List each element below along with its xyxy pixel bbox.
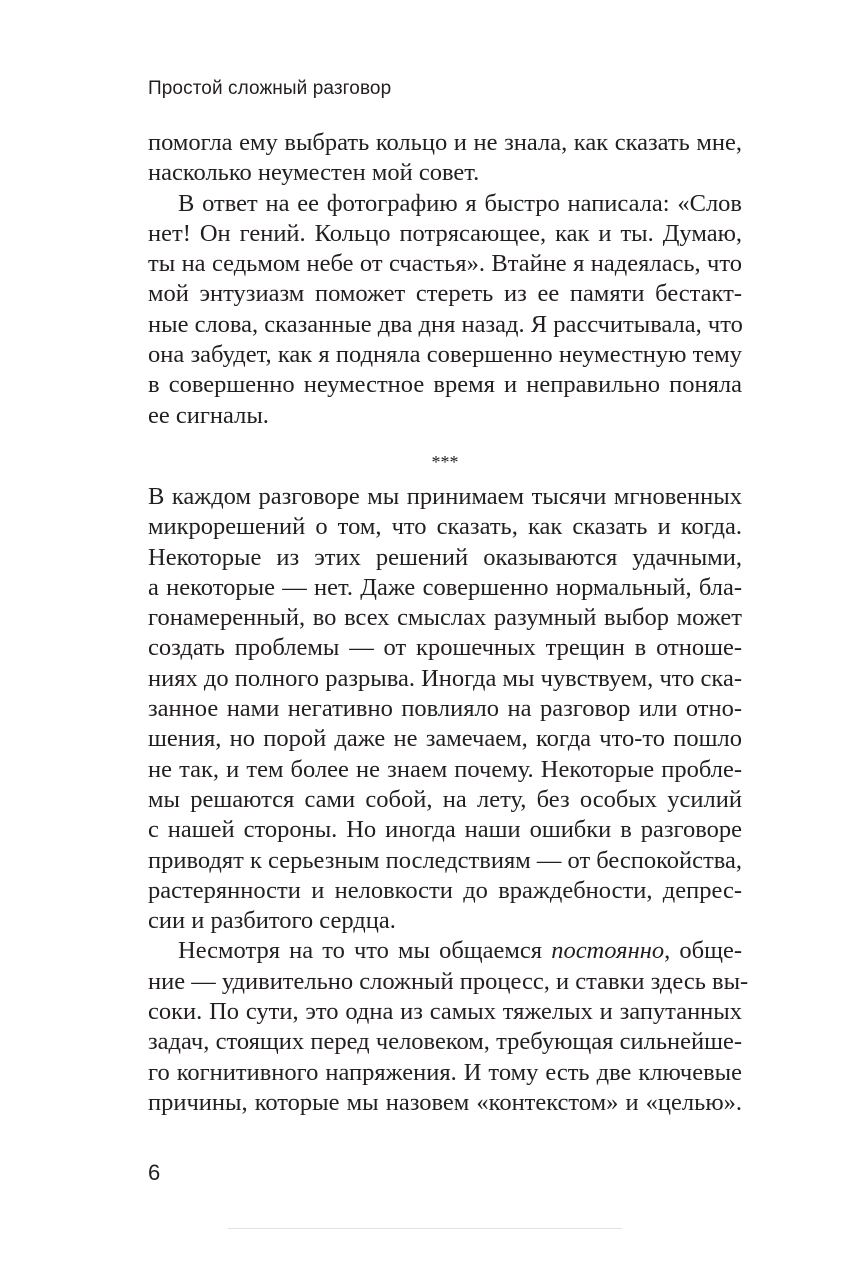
text-line: причины, которые мы назовем «контекстом» и «целью».: [148, 1088, 742, 1116]
text-line: го когнитивного напряжения. И тому есть две ключевые: [148, 1058, 742, 1086]
text-line: ние — удивительно сложный процесс, и ставки здесь вы-: [148, 967, 749, 995]
text-line: ее сигналы.: [148, 401, 269, 429]
text-line: приводят к серьезным последствиям — от беспокойства,: [148, 846, 742, 874]
bottom-rule: [228, 1228, 622, 1229]
running-head: Простой сложный разговор: [148, 78, 392, 99]
text-block-1: [148, 128, 742, 431]
text-line: с нашей стороны. Но иногда наши ошибки в разговоре: [148, 816, 742, 844]
text-line: нет! Он гений. Кольцо потрясающее, как и ты. Думаю,: [148, 219, 742, 247]
text-line: соки. По сути, это одна из самых тяжелых и запутанных: [148, 998, 742, 1026]
text-line: не так, и тем более не знаем почему. Некоторые пробле-: [148, 755, 742, 783]
text-line: мы решаются сами собой, на лету, без особых усилий: [148, 785, 742, 813]
text-run: Несмотря на то что мы общаемся: [178, 937, 552, 965]
text-line: Некоторые из этих решений оказываются удачными,: [148, 543, 742, 571]
text-line: насколько неуместен мой совет.: [148, 159, 480, 187]
text-line: растерянности и неловкости до враждебности, депрес-: [148, 876, 742, 904]
text-run: , обще-: [664, 937, 742, 965]
page-number: 6: [148, 1160, 161, 1185]
text-line-with-emphasis: [148, 936, 742, 966]
text-line: гонамеренный, во всех смыслах разумный выбор может: [148, 604, 742, 632]
text-line: в совершенно неуместное время и неправильно поняла: [148, 371, 742, 399]
section-separator: ***: [431, 452, 459, 472]
text-block-2: [148, 482, 749, 1118]
text-line: шения, но порой даже не замечаем, когда что-то пошло: [148, 725, 742, 753]
text-line: задач, стоящих перед человеком, требующая сильнейше-: [148, 1028, 742, 1056]
text-line: она забудет, как я подняла совершенно неуместную тему: [148, 341, 742, 369]
text-line: занное нами негативно повлияло на разговор или отно-: [148, 695, 742, 723]
text-line: микрорешений о том, что сказать, как сказать и когда.: [148, 513, 742, 541]
text-line: В ответ на ее фотографию я быстро написала: «Слов: [178, 189, 742, 217]
text-line: ниях до полного разрыва. Иногда мы чувствуем, что ска-: [148, 664, 742, 692]
text-line: создать проблемы — от крошечных трещин в отноше-: [148, 634, 742, 662]
text-line: ты на седьмом небе от счастья». Втайне я надеялась, что: [148, 250, 742, 278]
text-line: ные слова, сказанные два дня назад. Я рассчитывала, что: [148, 310, 743, 338]
text-line: В каждом разговоре мы принимаем тысячи мгновенных: [148, 483, 742, 510]
text-line: а некоторые — нет. Даже совершенно нормальный, бла-: [148, 573, 742, 601]
emphasis: постоянно: [551, 937, 665, 965]
text-line: помогла ему выбрать кольцо и не знала, как сказать мне,: [148, 129, 742, 156]
text-line: мой энтузиазм поможет стереть из ее памяти бестакт-: [148, 280, 742, 308]
text-line: сии и разбитого сердца.: [148, 907, 396, 935]
